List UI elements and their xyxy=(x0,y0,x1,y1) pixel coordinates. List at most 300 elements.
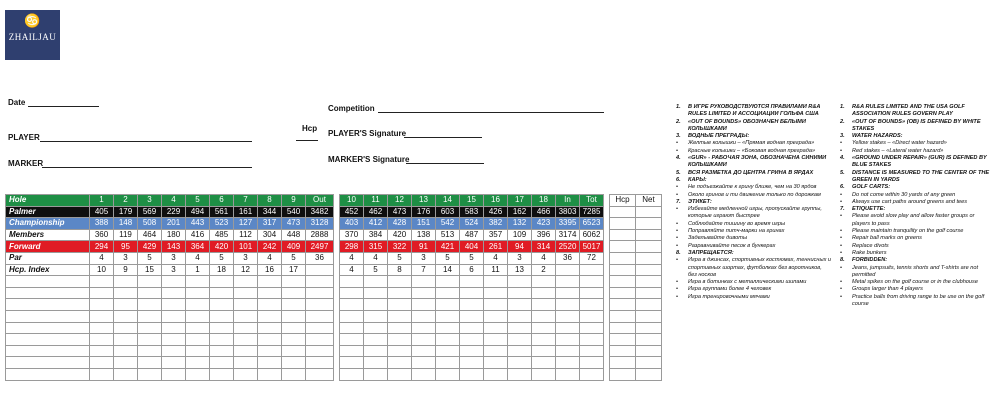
score-entry-cell xyxy=(114,334,138,346)
score-entry-cell xyxy=(210,310,234,322)
score-entry-cell xyxy=(412,322,436,334)
yardage-cell: 7 xyxy=(412,264,436,276)
hole-number: 15 xyxy=(460,195,484,207)
score-entry-cell xyxy=(186,310,210,322)
rule-heading xyxy=(676,133,832,140)
score-entry-cell xyxy=(138,276,162,288)
score-entry-cell xyxy=(532,357,556,369)
score-entry-cell xyxy=(460,310,484,322)
yardage-cell: 3803 xyxy=(556,206,580,218)
score-entry-cell xyxy=(556,368,580,380)
net-cell xyxy=(636,334,662,346)
score-entry-cell xyxy=(340,322,364,334)
score-entry-cell xyxy=(186,287,210,299)
rule-marker: • xyxy=(676,279,678,286)
rule-marker: • xyxy=(840,147,842,154)
yardage-cell: 3395 xyxy=(556,218,580,230)
rule-marker: • xyxy=(676,228,678,235)
hole-number: 9 xyxy=(282,195,306,207)
yardage-cell: 523 xyxy=(210,218,234,230)
score-entry-row[interactable] xyxy=(6,368,662,380)
yardage-cell: 487 xyxy=(460,229,484,241)
rule-marker: • xyxy=(676,242,678,249)
tee-row-forward xyxy=(6,241,662,253)
score-entry-cell xyxy=(412,334,436,346)
yardage-cell: 404 xyxy=(460,241,484,253)
yardage-cell: 10 xyxy=(90,264,114,276)
yardage-cell: 13 xyxy=(508,264,532,276)
yardage-cell: 420 xyxy=(388,229,412,241)
yardage-cell: 94 xyxy=(508,241,532,253)
yardage-cell: 2888 xyxy=(306,229,334,241)
hcp-cell xyxy=(610,357,636,369)
hole-number: 1 xyxy=(90,195,114,207)
score-entry-cell xyxy=(306,310,334,322)
score-entry-cell xyxy=(556,276,580,288)
score-entry-cell xyxy=(412,345,436,357)
score-entry-cell xyxy=(306,357,334,369)
yardage-cell: 409 xyxy=(282,241,306,253)
rule-text: Practice balls from driving range to be use on the golf course xyxy=(852,293,985,308)
yardage-cell: 161 xyxy=(234,206,258,218)
rule-item xyxy=(840,192,990,199)
score-entry-cell xyxy=(162,357,186,369)
yardage-cell: 421 xyxy=(436,241,460,253)
yardage-cell: 569 xyxy=(138,206,162,218)
rule-text: Metal spikes on the golf course or in the clubhouse xyxy=(852,279,978,286)
yardage-cell: 314 xyxy=(532,241,556,253)
yardage-cell: 443 xyxy=(186,218,210,230)
rule-text: ЗАПРЕЩАЕТСЯ: xyxy=(688,249,734,256)
yardage-cell: 603 xyxy=(436,206,460,218)
score-entry-cell xyxy=(340,299,364,311)
score-entry-cell xyxy=(90,299,114,311)
rule-item xyxy=(676,243,832,250)
hcp-cell xyxy=(610,276,636,288)
rule-marker: 3. xyxy=(676,133,681,140)
rule-marker: • xyxy=(676,206,678,213)
score-entry-cell xyxy=(340,368,364,380)
rule-marker: • xyxy=(840,279,842,286)
score-entry-cell xyxy=(90,310,114,322)
score-entry-cell xyxy=(364,287,388,299)
score-entry-row[interactable] xyxy=(6,345,662,357)
yardage-cell: 5 xyxy=(210,252,234,264)
rule-marker: • xyxy=(676,293,678,300)
rule-marker: • xyxy=(676,235,678,242)
rule-heading xyxy=(840,119,990,134)
rule-text: WATER HAZARDS: xyxy=(852,133,903,140)
rule-item xyxy=(676,192,832,199)
net-cell xyxy=(636,218,662,230)
hole-number: 3 xyxy=(138,195,162,207)
score-entry-cell xyxy=(282,334,306,346)
tee-row-par xyxy=(6,252,662,264)
hole-number: 6 xyxy=(210,195,234,207)
score-entry-cell xyxy=(364,299,388,311)
score-entry-cell xyxy=(162,276,186,288)
yardage-cell: 242 xyxy=(258,241,282,253)
score-entry-row[interactable] xyxy=(6,310,662,322)
rule-marker: 7. xyxy=(676,198,681,205)
score-entry-cell xyxy=(364,334,388,346)
yardage-cell: 473 xyxy=(282,218,306,230)
yardage-cell: 4 xyxy=(90,252,114,264)
yardage-cell: 494 xyxy=(186,206,210,218)
net-cell xyxy=(636,287,662,299)
yardage-cell: 382 xyxy=(484,218,508,230)
row-label: Par xyxy=(6,252,90,264)
yardage-cell: 143 xyxy=(162,241,186,253)
score-entry-cell xyxy=(162,345,186,357)
player-name-cell xyxy=(6,345,90,357)
rule-marker: 6. xyxy=(840,184,845,191)
score-entry-cell xyxy=(258,368,282,380)
rule-text: В ИГРЕ РУКОВОДСТВУЮТСЯ ПРАВИЛАМИ R&A RULES LIMITED И АССОЦИАЦИИ ГОЛЬФА США xyxy=(688,104,821,118)
score-entry-cell xyxy=(138,299,162,311)
yardage-cell: 3 xyxy=(508,252,532,264)
rule-item xyxy=(840,228,990,235)
score-entry-cell xyxy=(306,299,334,311)
score-entry-cell xyxy=(90,368,114,380)
rule-item xyxy=(840,286,990,293)
yardage-cell: 2520 xyxy=(556,241,580,253)
rule-text: КАРЫ: xyxy=(688,176,707,183)
rule-item xyxy=(676,286,832,293)
yardage-cell: 513 xyxy=(436,229,460,241)
score-entry-cell xyxy=(340,345,364,357)
date-line[interactable] xyxy=(28,106,99,107)
rule-marker: • xyxy=(840,191,842,198)
row-label: Forward xyxy=(6,241,90,253)
rule-marker: • xyxy=(676,140,678,147)
score-entry-cell xyxy=(138,322,162,334)
row-label: Members xyxy=(6,229,90,241)
score-entry-cell xyxy=(388,287,412,299)
score-entry-cell xyxy=(306,368,334,380)
hcp-cell xyxy=(610,334,636,346)
yardage-cell: 357 xyxy=(484,229,508,241)
rule-item xyxy=(840,148,990,155)
rule-heading xyxy=(840,133,990,140)
score-entry-cell xyxy=(484,345,508,357)
score-entry-cell xyxy=(556,345,580,357)
yardage-cell: 3 xyxy=(412,252,436,264)
yardage-cell: 5017 xyxy=(580,241,604,253)
yardage-cell: 464 xyxy=(138,229,162,241)
score-entry-cell xyxy=(532,368,556,380)
rule-heading xyxy=(676,119,832,134)
score-entry-cell xyxy=(210,345,234,357)
score-entry-row[interactable] xyxy=(6,357,662,369)
yardage-cell: 101 xyxy=(234,241,258,253)
score-entry-cell xyxy=(234,345,258,357)
rule-marker: 5. xyxy=(840,169,845,176)
rule-text: Желтые колышки – «Прямая водная преграда» xyxy=(688,140,815,147)
yardage-cell: 16 xyxy=(258,264,282,276)
score-entry-cell xyxy=(364,310,388,322)
score-entry-cell xyxy=(340,357,364,369)
hcp-cell xyxy=(610,218,636,230)
score-entry-cell xyxy=(234,322,258,334)
score-entry-cell xyxy=(460,276,484,288)
yardage-cell: 5 xyxy=(138,252,162,264)
yardage-cell: 294 xyxy=(90,241,114,253)
rule-text: Игра тренировочными мячами xyxy=(688,293,770,300)
yardage-cell: 112 xyxy=(234,229,258,241)
yardage-cell: 162 xyxy=(508,206,532,218)
yardage-cell: 91 xyxy=(412,241,436,253)
yardage-cell: 360 xyxy=(90,229,114,241)
score-entry-cell xyxy=(580,322,604,334)
rule-text: FORBIDDEN: xyxy=(852,257,888,264)
score-entry-cell xyxy=(412,310,436,322)
rule-marker: • xyxy=(676,220,678,227)
yardage-cell: 4 xyxy=(532,252,556,264)
rule-text: R&A RULES LIMITED AND THE USA GOLF ASSOCIATION RULES GOVERN PLAY xyxy=(852,104,965,118)
yardage-cell: 151 xyxy=(412,218,436,230)
score-entry-cell xyxy=(138,368,162,380)
rule-marker: • xyxy=(676,147,678,154)
yardage-cell: 4 xyxy=(340,264,364,276)
yardage-cell: 423 xyxy=(532,218,556,230)
player-name-cell xyxy=(6,334,90,346)
yardage-cell xyxy=(580,264,604,276)
score-entry-cell xyxy=(282,299,306,311)
yardage-cell xyxy=(306,264,334,276)
yardage-cell: 148 xyxy=(114,218,138,230)
row-label: Championship xyxy=(6,218,90,230)
rule-item xyxy=(676,279,832,286)
score-entry-cell xyxy=(484,310,508,322)
yardage-cell: 3 xyxy=(114,252,138,264)
yardage-cell: 4 xyxy=(364,252,388,264)
score-entry-cell xyxy=(210,287,234,299)
hole-number: 12 xyxy=(388,195,412,207)
score-entry-cell xyxy=(306,345,334,357)
rule-text: «GROUND UNDER REPAIR» (GUR) IS DEFINED BY BLUE STAKES xyxy=(852,155,987,169)
score-entry-cell xyxy=(186,345,210,357)
net-cell xyxy=(636,252,662,264)
rule-marker: • xyxy=(840,264,842,271)
rule-item xyxy=(676,235,832,242)
rule-heading xyxy=(840,184,990,191)
score-entry-cell xyxy=(412,299,436,311)
score-entry-cell xyxy=(114,368,138,380)
hcp-cell xyxy=(610,206,636,218)
rule-text: ETIQUETTE: xyxy=(852,206,886,213)
score-entry-cell xyxy=(460,345,484,357)
row-label: Palmer xyxy=(6,206,90,218)
yardage-cell: 561 xyxy=(210,206,234,218)
rule-heading xyxy=(840,104,990,119)
competition-line[interactable] xyxy=(378,112,604,113)
logo-text: ZHAILJAU xyxy=(8,32,57,42)
yardage-cell: 17 xyxy=(282,264,306,276)
yardage-cell: 448 xyxy=(282,229,306,241)
score-entry-cell xyxy=(580,299,604,311)
score-entry-cell xyxy=(90,276,114,288)
marker-signature-line[interactable] xyxy=(406,163,484,164)
score-entry-cell xyxy=(556,299,580,311)
rule-text: Replace divots xyxy=(852,242,889,249)
score-entry-cell xyxy=(388,345,412,357)
score-entry-cell xyxy=(484,299,508,311)
score-entry-cell xyxy=(210,368,234,380)
yardage-cell: 1 xyxy=(186,264,210,276)
rule-text: Jeans, jumpsuits, tennis shorts and T-shirts are not permitted xyxy=(852,264,979,278)
score-entry-cell xyxy=(556,322,580,334)
score-entry-cell xyxy=(388,322,412,334)
player-line[interactable] xyxy=(40,141,252,142)
rule-item xyxy=(676,294,832,301)
club-logo xyxy=(5,10,60,60)
yardage-cell: 6062 xyxy=(580,229,604,241)
score-entry-cell xyxy=(114,287,138,299)
hcp-cell xyxy=(610,252,636,264)
yardage-cell: 109 xyxy=(508,229,532,241)
rule-item xyxy=(676,221,832,228)
yardage-cell: 132 xyxy=(508,218,532,230)
score-entry-cell xyxy=(364,345,388,357)
score-entry-cell xyxy=(234,287,258,299)
yardage-cell: 426 xyxy=(484,206,508,218)
rule-text: «GUR» - РАБОЧАЯ ЗОНА, ОБОЗНАЧЕНА СИНИМИ КОЛЫШКАМИ xyxy=(688,155,827,169)
score-entry-cell xyxy=(234,276,258,288)
rule-marker: • xyxy=(840,213,842,220)
score-entry-cell xyxy=(460,287,484,299)
rule-marker: 8. xyxy=(676,249,681,256)
score-entry-cell xyxy=(234,310,258,322)
hcp-cell xyxy=(610,241,636,253)
player-name-cell xyxy=(6,322,90,334)
tee-row-championship xyxy=(6,218,662,230)
score-entry-cell xyxy=(436,368,460,380)
rule-marker: 2. xyxy=(840,118,845,125)
score-entry-cell xyxy=(114,345,138,357)
yardage-cell: 5 xyxy=(460,252,484,264)
score-entry-cell xyxy=(162,287,186,299)
rule-marker: • xyxy=(840,286,842,293)
row-label: Hcp. Index xyxy=(6,264,90,276)
yardage-cell: 485 xyxy=(210,229,234,241)
score-entry-cell xyxy=(114,357,138,369)
yardage-cell: 2497 xyxy=(306,241,334,253)
rule-heading xyxy=(676,250,832,257)
score-entry-cell xyxy=(210,322,234,334)
score-entry-cell xyxy=(90,322,114,334)
yardage-cell: 412 xyxy=(364,218,388,230)
yardage-cell: 9 xyxy=(114,264,138,276)
net-cell xyxy=(636,229,662,241)
yardage-cell: 201 xyxy=(162,218,186,230)
rule-text: Please avoid slow play and allow faster groups or players to pass xyxy=(852,213,975,227)
rule-heading xyxy=(676,170,832,177)
hole-label: Hole xyxy=(6,195,90,207)
yardage-cell: 416 xyxy=(186,229,210,241)
player-signature-line[interactable] xyxy=(404,137,482,138)
yardage-cell: 6523 xyxy=(580,218,604,230)
extra-header: Hcp xyxy=(610,195,636,207)
score-entry-cell xyxy=(138,310,162,322)
score-entry-cell xyxy=(114,322,138,334)
rule-item xyxy=(840,140,990,147)
score-entry-cell xyxy=(186,276,210,288)
score-entry-cell xyxy=(364,368,388,380)
score-entry-cell xyxy=(580,357,604,369)
yardage-cell: 466 xyxy=(532,206,556,218)
player-name-cell xyxy=(6,287,90,299)
rule-heading xyxy=(840,170,990,185)
score-entry-cell xyxy=(460,357,484,369)
yardage-cell: 3482 xyxy=(306,206,334,218)
rule-marker: 4. xyxy=(676,155,681,162)
score-entry-row[interactable] xyxy=(6,322,662,334)
yardage-cell: 5 xyxy=(436,252,460,264)
yardage-cell: 452 xyxy=(340,206,364,218)
yardage-cell: 4 xyxy=(484,252,508,264)
hcp-line[interactable] xyxy=(296,140,318,141)
yardage-cell: 317 xyxy=(258,218,282,230)
score-entry-row[interactable] xyxy=(6,334,662,346)
score-entry-cell xyxy=(436,287,460,299)
score-entry-cell xyxy=(306,322,334,334)
net-cell xyxy=(636,322,662,334)
rule-text: Разравнивайте песок в бункерах xyxy=(688,242,776,249)
score-entry-cell xyxy=(388,334,412,346)
score-entry-cell xyxy=(162,334,186,346)
score-entry-row[interactable] xyxy=(6,287,662,299)
rule-text: Игра группами более 4 человек xyxy=(688,286,772,293)
yardage-cell: 119 xyxy=(114,229,138,241)
rule-marker: • xyxy=(840,242,842,249)
rule-marker: • xyxy=(840,293,842,300)
marker-signature-label: MARKER'S Signature xyxy=(328,155,410,164)
net-cell xyxy=(636,345,662,357)
score-entry-cell xyxy=(258,287,282,299)
marker-line[interactable] xyxy=(42,167,252,168)
score-entry-row[interactable] xyxy=(6,276,662,288)
hole-number: 4 xyxy=(162,195,186,207)
yardage-cell: 5 xyxy=(282,252,306,264)
yardage-cell: 429 xyxy=(138,241,162,253)
yardage-cell: 12 xyxy=(234,264,258,276)
score-entry-cell xyxy=(210,276,234,288)
score-entry-cell xyxy=(306,276,334,288)
score-entry-row[interactable] xyxy=(6,299,662,311)
rule-text: Не подъезжайте к грину ближе, чем на 30 ярдов xyxy=(688,184,817,191)
score-entry-cell xyxy=(138,345,162,357)
net-cell xyxy=(636,206,662,218)
rule-marker: • xyxy=(840,198,842,205)
score-entry-cell xyxy=(484,368,508,380)
score-entry-cell xyxy=(484,334,508,346)
rule-heading xyxy=(840,206,990,213)
rule-text: Избегайте медленной игры, пропускайте группы, которые играют быстрее xyxy=(688,206,822,220)
score-entry-cell xyxy=(580,276,604,288)
score-entry-cell xyxy=(186,334,210,346)
net-cell xyxy=(636,310,662,322)
score-entry-cell xyxy=(388,299,412,311)
score-entry-cell xyxy=(460,334,484,346)
rule-heading xyxy=(840,155,990,170)
rule-marker: • xyxy=(840,249,842,256)
yardage-cell: 5 xyxy=(364,264,388,276)
score-entry-cell xyxy=(388,368,412,380)
score-entry-cell xyxy=(90,345,114,357)
rule-item xyxy=(676,148,832,155)
hcp-cell xyxy=(610,287,636,299)
